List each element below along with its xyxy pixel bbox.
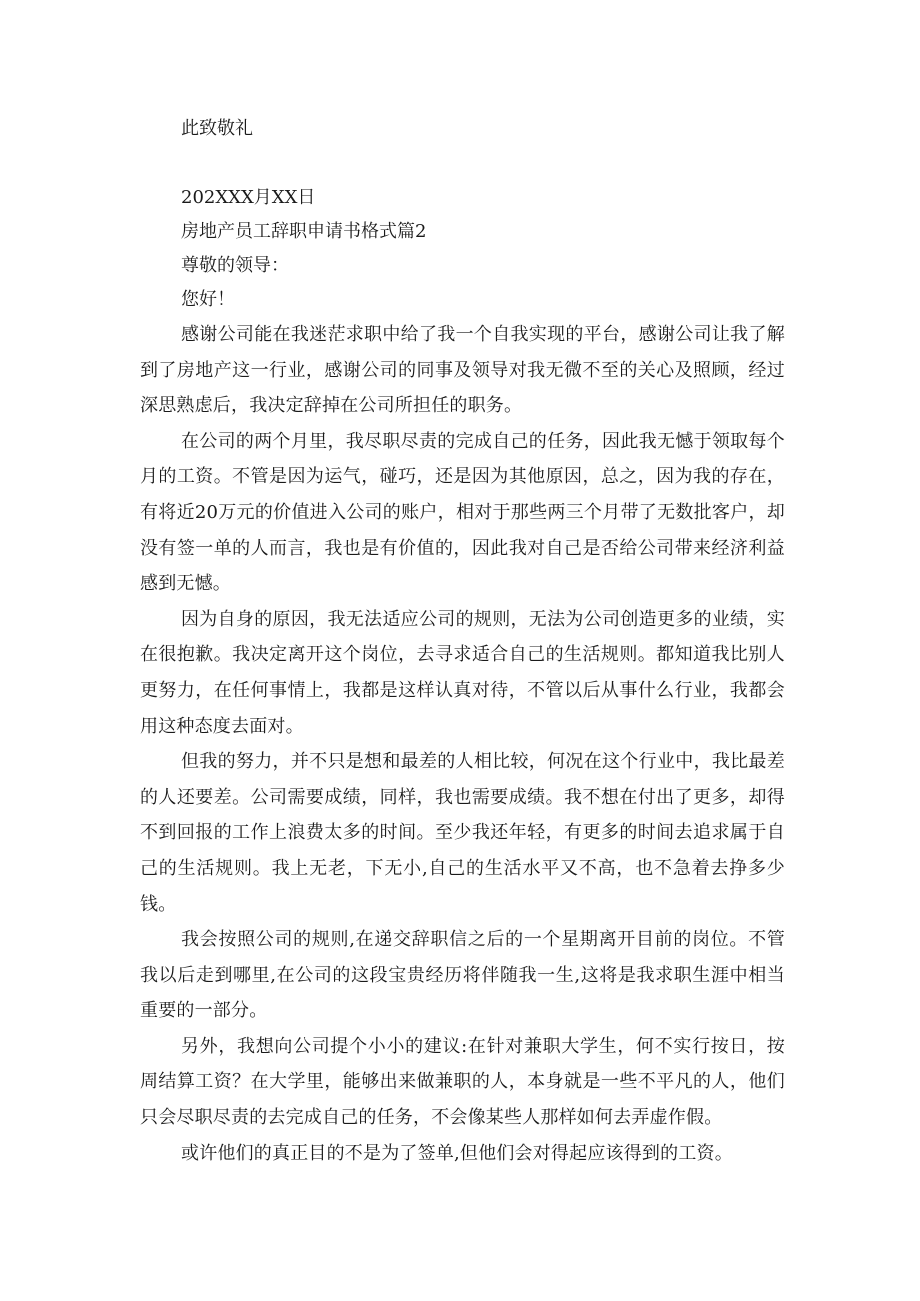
body-paragraph: 感谢公司能在我迷茫求职中给了我一个自我实现的平台，感谢公司让我了解到了房地产这一行业，感谢公司的同事及领导对我无微不至的关心及照顾，经过深思熟虑后，我决定辞掉在公司所担任的职务。 <box>140 324 785 417</box>
greeting: 您好！ <box>181 289 235 310</box>
section-title: 房地产员工辞职申请书格式篇2 <box>181 221 427 242</box>
closing-line: 此致敬礼 <box>181 118 253 139</box>
body-paragraph: 另外，我想向公司提个小小的建议:在针对兼职大学生，何不实行按日，按周结算工资？在大学里，能够出来做兼职的人，本身就是一些不平凡的人，他们只会尽职尽责的去完成自己的任务，不会像某些人那样如何去弄虚作假。 <box>140 1035 785 1129</box>
body-paragraph: 因为自身的原因，我无法适应公司的规则，无法为公司创造更多的业绩，实在很抱歉。我决定离开这个岗位，去寻求适合自己的生活规则。都知道我比别人更努力，在任何事情上，我都是这样认真对待，不管以后从事什么行业，我都会用这种态度去面对。 <box>140 608 785 737</box>
body-paragraph: 我会按照公司的规则,在递交辞职信之后的一个星期离开目前的岗位。不管我以后走到哪里,在公司的这段宝贵经历将伴随我一生,这将是我求职生涯中相当重要的一部分。 <box>140 929 785 1022</box>
date-line: 202XXX月XX日 <box>181 187 316 208</box>
body-paragraph: 在公司的两个月里，我尽职尽责的完成自己的任务，因此我无憾于领取每个月的工资。不管是因为运气，碰巧，还是因为其他原因，总之，因为我的存在，有将近20万元的价值进入公司的账户，相对于那些两三个月带了无数批客户，却没有签一单的人而言，我也是有价值的，因此我对自己是否给公司带来经济利益感到无憾。 <box>140 430 785 595</box>
salutation: 尊敬的领导： <box>181 255 289 276</box>
body-paragraph: 或许他们的真正目的不是为了签单,但他们会对得起应该得到的工资。 <box>181 1142 733 1164</box>
body-paragraph: 但我的努力，并不只是想和最差的人相比较，何况在这个行业中，我比最差的人还要差。公司需要成绩，同样，我也需要成绩。我不想在付出了更多，却得不到回报的工作上浪费太多的时间。至少我还年轻，有更多的时间去追求属于自己的生活规则。我上无老，下无小,自己的生活水平又不高，也不急着去挣多少钱。 <box>140 751 785 915</box>
